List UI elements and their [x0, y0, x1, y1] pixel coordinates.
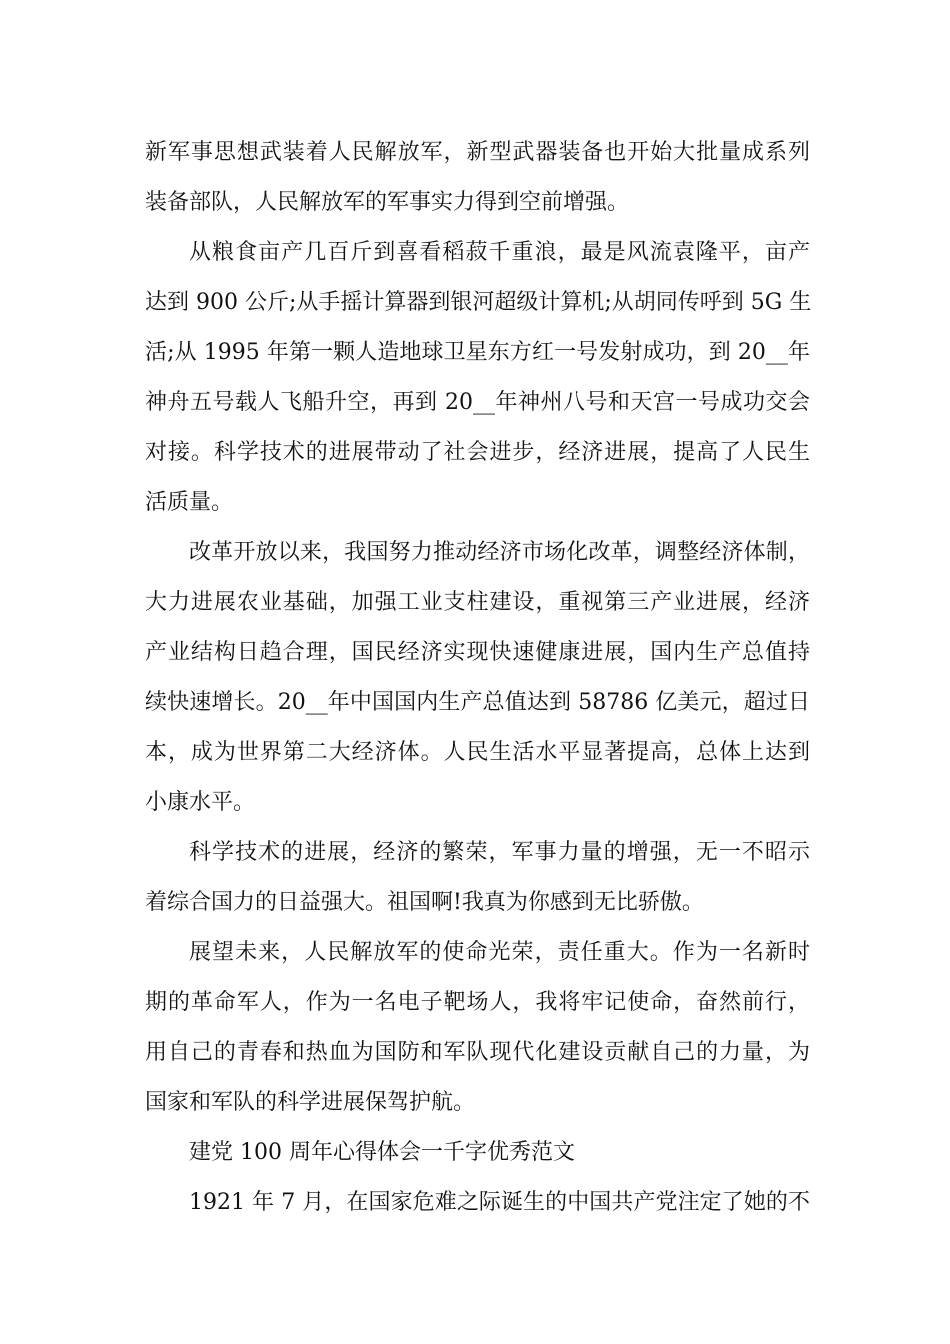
text-line-3: 从粮食亩产几百斤到喜看稻菽千重浪，最是风流袁隆平，亩产 — [189, 240, 810, 265]
text-line-5: 活;从 1995 年第一颗人造地球卫星东方红一号发射成功，到 20__年 — [145, 340, 810, 365]
text-line-19: 用自己的青春和热血为国防和军队现代化建设贡献自己的力量，为 — [145, 1040, 810, 1065]
text-line-22: 1921 年 7 月，在国家危难之际诞生的中国共产党注定了她的不 — [189, 1190, 810, 1215]
text-line-20: 国家和军队的科学进展保驾护航。 — [145, 1090, 476, 1115]
text-line-8: 活质量。 — [145, 490, 234, 515]
text-line-2: 装备部队，人民解放军的军事实力得到空前增强。 — [145, 190, 630, 215]
text-line-17: 展望未来，人民解放军的使命光荣，责任重大。作为一名新时 — [189, 940, 810, 965]
text-line-13: 本，成为世界第二大经济体。人民生活水平显著提高，总体上达到 — [145, 740, 810, 765]
text-line-7: 对接。科学技术的进展带动了社会进步，经济进展，提高了人民生 — [145, 440, 810, 465]
text-line-1: 新军事思想武装着人民解放军，新型武器装备也开始大批量成系列 — [145, 140, 810, 165]
text-line-12: 续快速增长。20__年中国国内生产总值达到 58786 亿美元，超过日 — [145, 690, 810, 715]
text-line-6: 神舟五号载人飞船升空，再到 20__年神州八号和天宫一号成功交会 — [145, 390, 810, 415]
text-line-18: 期的革命军人，作为一名电子靶场人，我将牢记使命，奋然前行， — [145, 990, 810, 1015]
text-line-9: 改革开放以来，我国努力推动经济市场化改革，调整经济体制， — [189, 540, 810, 565]
text-line-16: 着综合国力的日益强大。祖国啊!我真为你感到无比骄傲。 — [145, 890, 704, 915]
section-heading: 建党 100 周年心得体会一千字优秀范文 — [189, 1140, 575, 1165]
text-line-14: 小康水平。 — [145, 790, 256, 815]
document-body — [145, 128, 810, 1228]
text-line-15: 科学技术的进展，经济的繁荣，军事力量的增强，无一不昭示 — [189, 840, 810, 865]
text-line-11: 产业结构日趋合理，国民经济实现快速健康进展，国内生产总值持 — [145, 640, 810, 665]
text-line-10: 大力进展农业基础，加强工业支柱建设，重视第三产业进展，经济 — [145, 590, 810, 615]
text-line-4: 达到 900 公斤;从手摇计算器到银河超级计算机;从胡同传呼到 5G 生 — [145, 290, 812, 315]
